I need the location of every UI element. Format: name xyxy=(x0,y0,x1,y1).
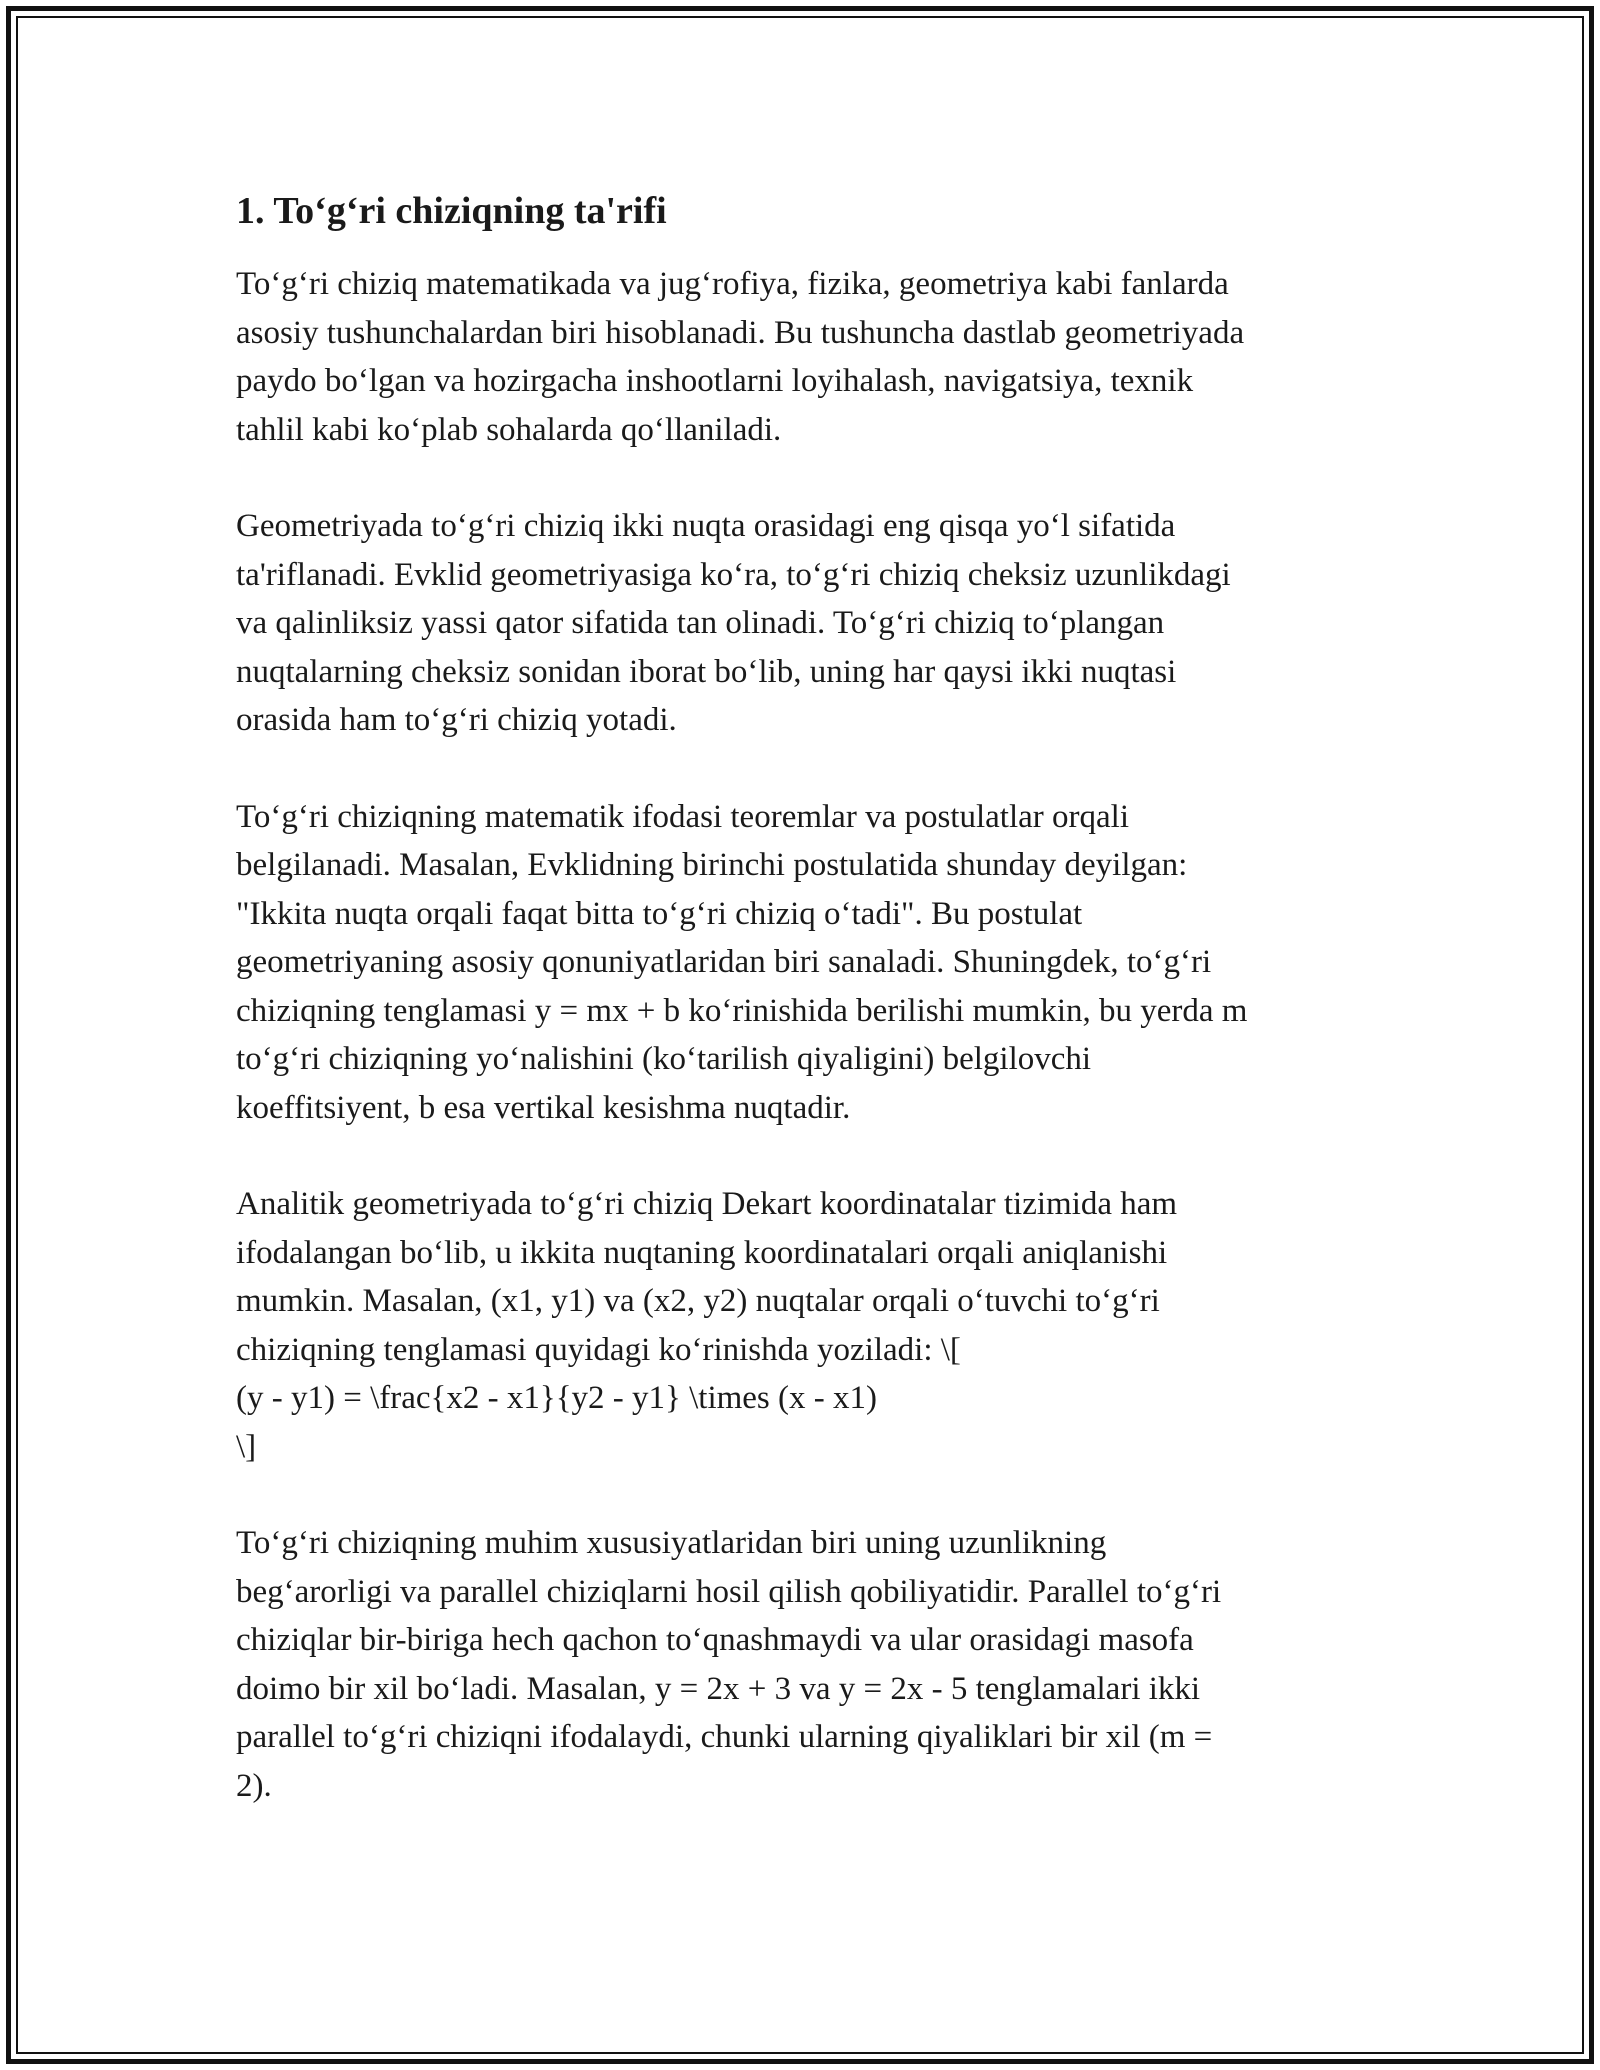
text-line: parallel to‘g‘ri chiziqni ifodalaydi, chunki ularning qiyaliklari bir xil (m = xyxy=(236,1719,1213,1755)
text-line: ta'riflanadi. Evklid geometriyasiga ko‘ra, to‘g‘ri chiziq cheksiz uzunlikdagi xyxy=(236,556,1231,593)
text-line: va qalinliksiz yassi qator sifatida tan olinadi. To‘g‘ri chiziq to‘plangan xyxy=(236,605,1165,641)
text-line: belgilanadi. Masalan, Evklidning birinchi postulatida shunday deyilgan: xyxy=(236,847,1188,883)
text-line: asosiy tushunchalardan biri hisoblanadi. Bu tushuncha dastlab geometriyada xyxy=(236,314,1245,351)
text-line: tahlil kabi ko‘plab sohalarda qo‘llaniladi. xyxy=(236,411,782,448)
text-line: 2). xyxy=(236,1767,272,1804)
text-line: To‘g‘ri chiziqning matematik ifodasi teoremlar va postulatlar orqali xyxy=(236,798,1129,835)
text-line: to‘g‘ri chiziqning yo‘nalishini (ko‘tarilish qiyaligini) belgilovchi xyxy=(236,1041,1092,1077)
text-line: koeffitsiyent, b esa vertikal kesishma nuqtadir. xyxy=(236,1089,851,1126)
formula-line: (y - y1) = \frac{x2 - x1}{y2 - y1} \times (x - x1) xyxy=(236,1380,877,1416)
document-body xyxy=(236,186,1366,1858)
text-line: paydo bo‘lgan va hozirgacha inshootlarni loyihalash, navigatsiya, texnik xyxy=(236,363,1194,399)
text-line: "Ikkita nuqta orqali faqat bitta to‘g‘ri chiziq o‘tadi". Bu postulat xyxy=(236,895,1083,932)
text-line: nuqtalarning cheksiz sonidan iborat bo‘lib, uning har qaysi ikki nuqtasi xyxy=(236,653,1177,690)
text-line: To‘g‘ri chiziq matematikada va jug‘rofiya, fizika, geometriya kabi fanlarda xyxy=(236,266,1229,302)
text-line: orasida ham to‘g‘ri chiziq yotadi. xyxy=(236,702,677,738)
text-line: chiziqning tenglamasi quyidagi ko‘rinishda yoziladi: \[ xyxy=(236,1331,961,1368)
formula-line: \] xyxy=(236,1428,257,1465)
paragraph-analytic xyxy=(236,1180,1366,1471)
paragraph-definition xyxy=(236,260,1366,454)
section-heading: 1. To‘g‘ri chiziqning ta'rifi xyxy=(236,190,667,232)
text-line: chiziqning tenglamasi y = mx + b ko‘rinishida berilishi mumkin, bu yerda m xyxy=(236,992,1248,1029)
text-line: beg‘arorligi va parallel chiziqlarni hosil qilish qobiliyatidir. Parallel to‘g‘ri xyxy=(236,1573,1222,1610)
paragraph-parallel xyxy=(236,1519,1366,1810)
text-line: To‘g‘ri chiziqning muhim xususiyatlaridan biri uning uzunlikning xyxy=(236,1525,1107,1561)
text-line: doimo bir xil bo‘ladi. Masalan, y = 2x + 3 va y = 2x - 5 tenglamalari ikki xyxy=(236,1670,1201,1707)
paragraph-geometry xyxy=(236,502,1366,745)
text-line: Analitik geometriyada to‘g‘ri chiziq Dekart koordinatalar tizimida ham xyxy=(236,1186,1178,1222)
text-line: Geometriyada to‘g‘ri chiziq ikki nuqta orasidagi eng qisqa yo‘l sifatida xyxy=(236,508,1176,544)
text-line: mumkin. Masalan, (x1, y1) va (x2, y2) nuqtalar orqali o‘tuvchi to‘g‘ri xyxy=(236,1283,1160,1319)
text-line: ifodalangan bo‘lib, u ikkita nuqtaning koordinatalari orqali aniqlanishi xyxy=(236,1234,1168,1271)
text-line: geometriyaning asosiy qonuniyatlaridan biri sanaladi. Shuningdek, to‘g‘ri xyxy=(236,944,1212,980)
paragraph-postulates xyxy=(236,793,1366,1133)
text-line: chiziqlar bir-biriga hech qachon to‘qnashmaydi va ular orasidagi masofa xyxy=(236,1622,1194,1658)
